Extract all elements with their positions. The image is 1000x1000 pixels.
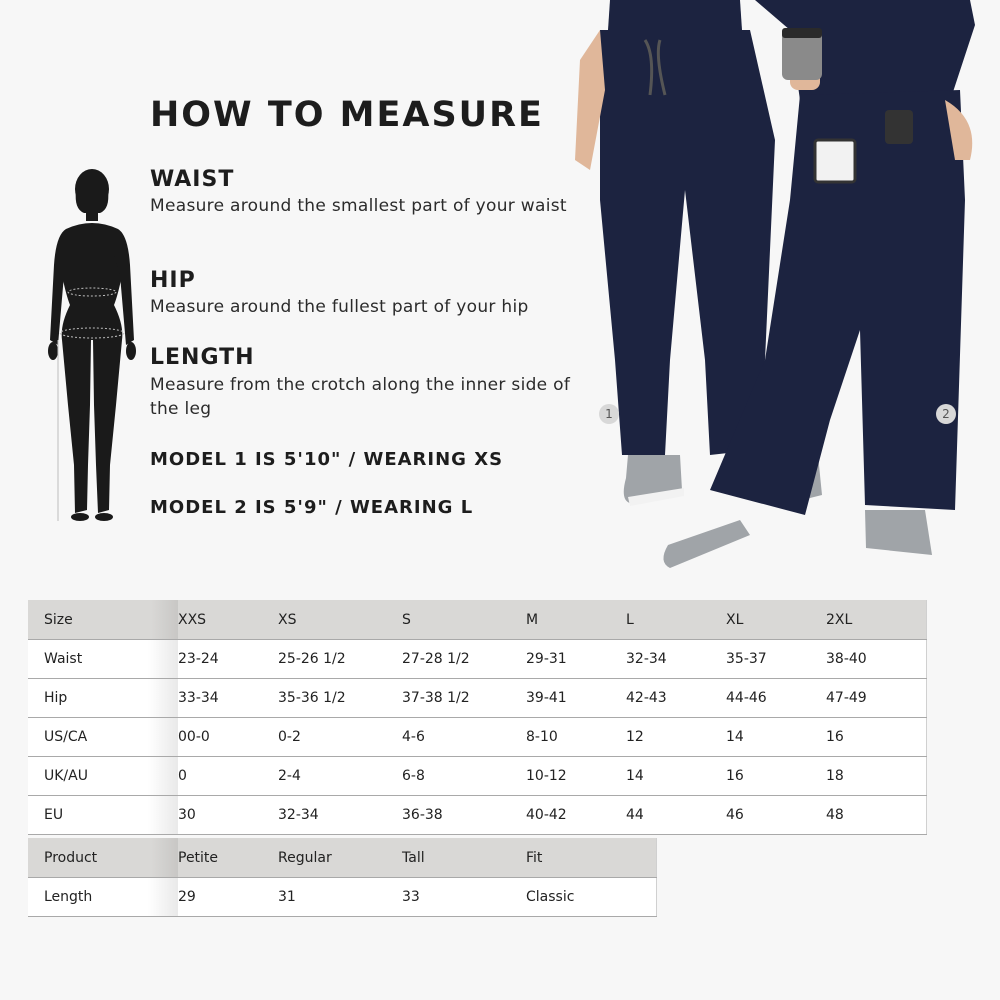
column-header: Regular (278, 838, 402, 878)
table-cell: 29 (178, 878, 278, 917)
table-cell: 16 (826, 718, 926, 757)
table-cell: 46 (726, 796, 826, 835)
table-cell: 37-38 1/2 (402, 679, 526, 718)
table-cell: 31 (278, 878, 402, 917)
column-header: 2XL (826, 600, 926, 640)
table-row (28, 757, 926, 796)
table-cell: 0-2 (278, 718, 402, 757)
table-row (28, 718, 926, 757)
length-heading: LENGTH (150, 345, 255, 370)
column-header: M (526, 600, 626, 640)
table-cell: 47-49 (826, 679, 926, 718)
table-cell: 10-12 (526, 757, 626, 796)
table-cell: 44 (626, 796, 726, 835)
table-cell: 48 (826, 796, 926, 835)
waist-heading: WAIST (150, 167, 235, 192)
table-cell: 35-37 (726, 640, 826, 679)
column-header: Petite (178, 838, 278, 878)
model-1-badge: 1 (599, 404, 619, 424)
length-chart-table (28, 838, 657, 917)
table-cell: 44-46 (726, 679, 826, 718)
table-cell: 16 (726, 757, 826, 796)
table-cell: 30 (178, 796, 278, 835)
table-row (28, 878, 656, 917)
table-cell: 33-34 (178, 679, 278, 718)
column-header: XS (278, 600, 402, 640)
row-label: Hip (28, 679, 178, 718)
table-cell: 8-10 (526, 718, 626, 757)
table-cell: 32-34 (278, 796, 402, 835)
table-cell: 00-0 (178, 718, 278, 757)
table-cell: 39-41 (526, 679, 626, 718)
row-label: US/CA (28, 718, 178, 757)
table-cell: 23-24 (178, 640, 278, 679)
row-label: Length (28, 878, 178, 917)
table-cell: 29-31 (526, 640, 626, 679)
hip-heading: HIP (150, 268, 196, 293)
column-header: Size (28, 600, 178, 640)
page-title: HOW TO MEASURE (150, 95, 544, 135)
column-header: XXS (178, 600, 278, 640)
model-1-info: MODEL 1 IS 5'10" / WEARING XS (150, 449, 504, 470)
table-cell: 2-4 (278, 757, 402, 796)
models-photo (560, 0, 1000, 575)
size-chart-header-row (28, 600, 926, 640)
table-cell: 36-38 (402, 796, 526, 835)
table-row (28, 796, 926, 835)
table-cell: 42-43 (626, 679, 726, 718)
size-chart-table (28, 600, 927, 835)
column-header: Fit (526, 838, 656, 878)
table-cell: 25-26 1/2 (278, 640, 402, 679)
table-cell: 12 (626, 718, 726, 757)
waist-description: Measure around the smallest part of your waist (150, 196, 567, 216)
body-silhouette-icon (40, 165, 145, 525)
hip-description: Measure around the fullest part of your hip (150, 297, 529, 317)
table-cell: 18 (826, 757, 926, 796)
column-header: Tall (402, 838, 526, 878)
table-cell: Classic (526, 878, 656, 917)
table-cell: 40-42 (526, 796, 626, 835)
table-cell: 4-6 (402, 718, 526, 757)
column-header: S (402, 600, 526, 640)
table-row (28, 640, 926, 679)
length-chart-header-row (28, 838, 656, 878)
table-cell: 35-36 1/2 (278, 679, 402, 718)
table-row (28, 679, 926, 718)
table-cell: 6-8 (402, 757, 526, 796)
table-cell: 14 (726, 718, 826, 757)
table-cell: 32-34 (626, 640, 726, 679)
model-2-badge: 2 (936, 404, 956, 424)
table-cell: 33 (402, 878, 526, 917)
length-description: Measure from the crotch along the inner side of the leg (150, 375, 571, 419)
model-2-info: MODEL 2 IS 5'9" / WEARING L (150, 497, 474, 518)
column-header: Product (28, 838, 178, 878)
row-label: EU (28, 796, 178, 835)
table-cell: 38-40 (826, 640, 926, 679)
column-header: XL (726, 600, 826, 640)
table-cell: 14 (626, 757, 726, 796)
column-header: L (626, 600, 726, 640)
row-label: Waist (28, 640, 178, 679)
table-cell: 0 (178, 757, 278, 796)
table-cell: 27-28 1/2 (402, 640, 526, 679)
row-label: UK/AU (28, 757, 178, 796)
